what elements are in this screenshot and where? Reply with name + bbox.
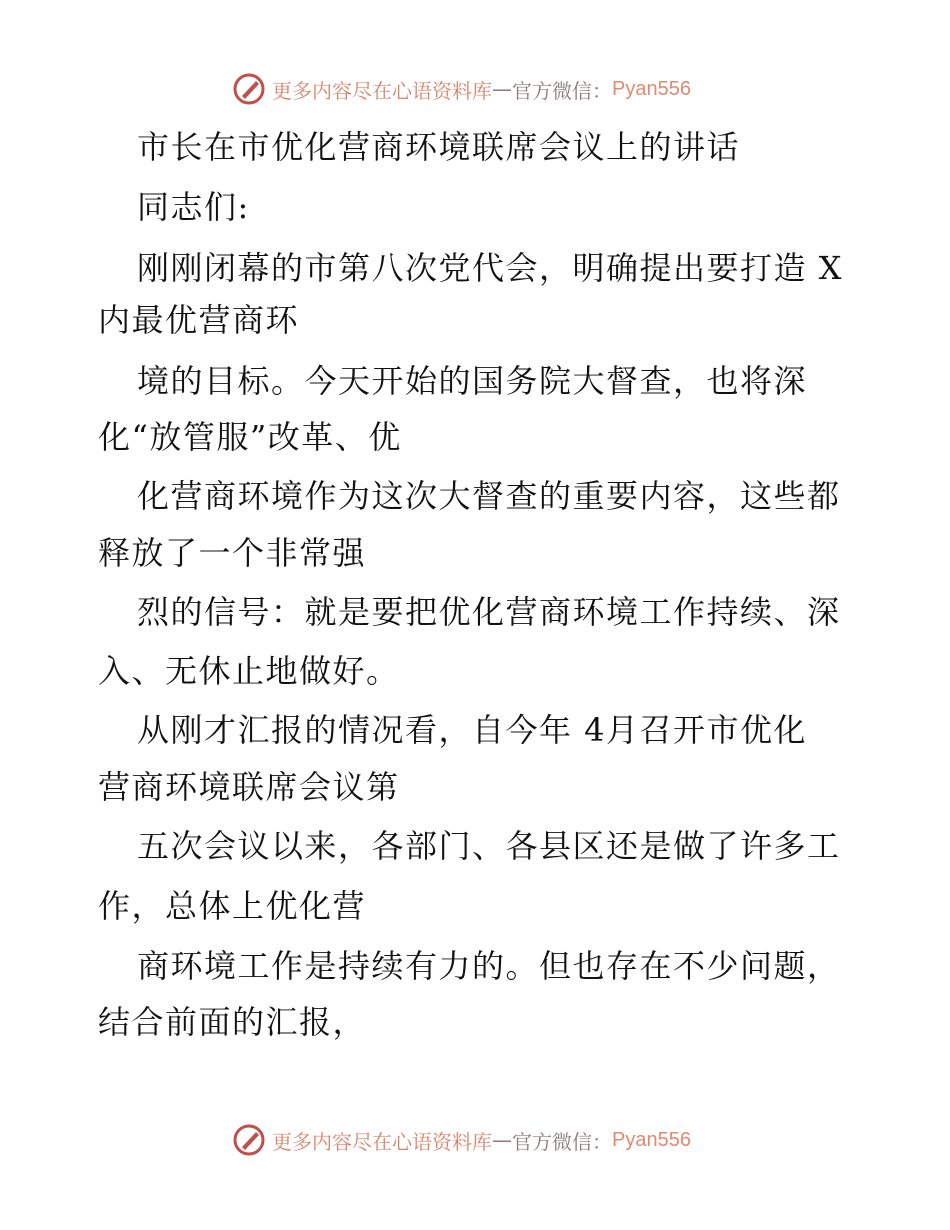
text-line: 刚刚闭幕的市第八次党代会，明确提出要打造 X [137,249,843,287]
footer-watermark [232,1123,691,1157]
watermark-wechat-label: 官方微信： [512,1129,612,1154]
text-line: 同志们: [137,188,250,226]
text-line: 营商环境联席会议第 [98,768,400,806]
text-line: 五次会议以来，各部门、各县区还是做了许多工 [137,827,841,865]
text-line: 作，总体上优化营 [98,887,367,925]
watermark-site: 更多内容尽在心语资料库 [272,78,492,103]
text-line: 内最优营商环 [98,301,300,339]
watermark-dash: — [492,77,512,101]
text-line: 商环境工作是持续有力的。但也存在不少问题， [137,947,841,985]
text-line: 境的目标。今天开始的国务院大督查，也将深 [137,362,808,400]
text-line: 入、无休止地做好。 [98,652,400,690]
doc-title: 市长在市优化营商环境联席会议上的讲话 [137,128,741,166]
text-line: 化营商环境作为这次大督查的重要内容，这些都 [137,477,841,515]
text-line: 从刚才汇报的情况看，自今年 4月召开市优化 [137,711,808,749]
text-line: 释放了一个非常强 [98,534,367,572]
watermark-wechat-id: Pyan556 [612,1128,691,1151]
watermark-wechat-id: Pyan556 [612,77,691,100]
pen-logo-icon [232,72,266,106]
watermark-site: 更多内容尽在心语资料库 [272,1129,492,1154]
text-line: 化“放管服”改革、优 [98,418,402,456]
pen-logo-icon [232,1123,266,1157]
watermark-dash: — [492,1128,512,1152]
watermark-wechat-label: 官方微信： [512,78,612,103]
header-watermark [232,72,691,106]
text-line: 结合前面的汇报， [98,1003,367,1041]
text-line: 烈的信号：就是要把优化营商环境工作持续、深 [137,593,841,631]
